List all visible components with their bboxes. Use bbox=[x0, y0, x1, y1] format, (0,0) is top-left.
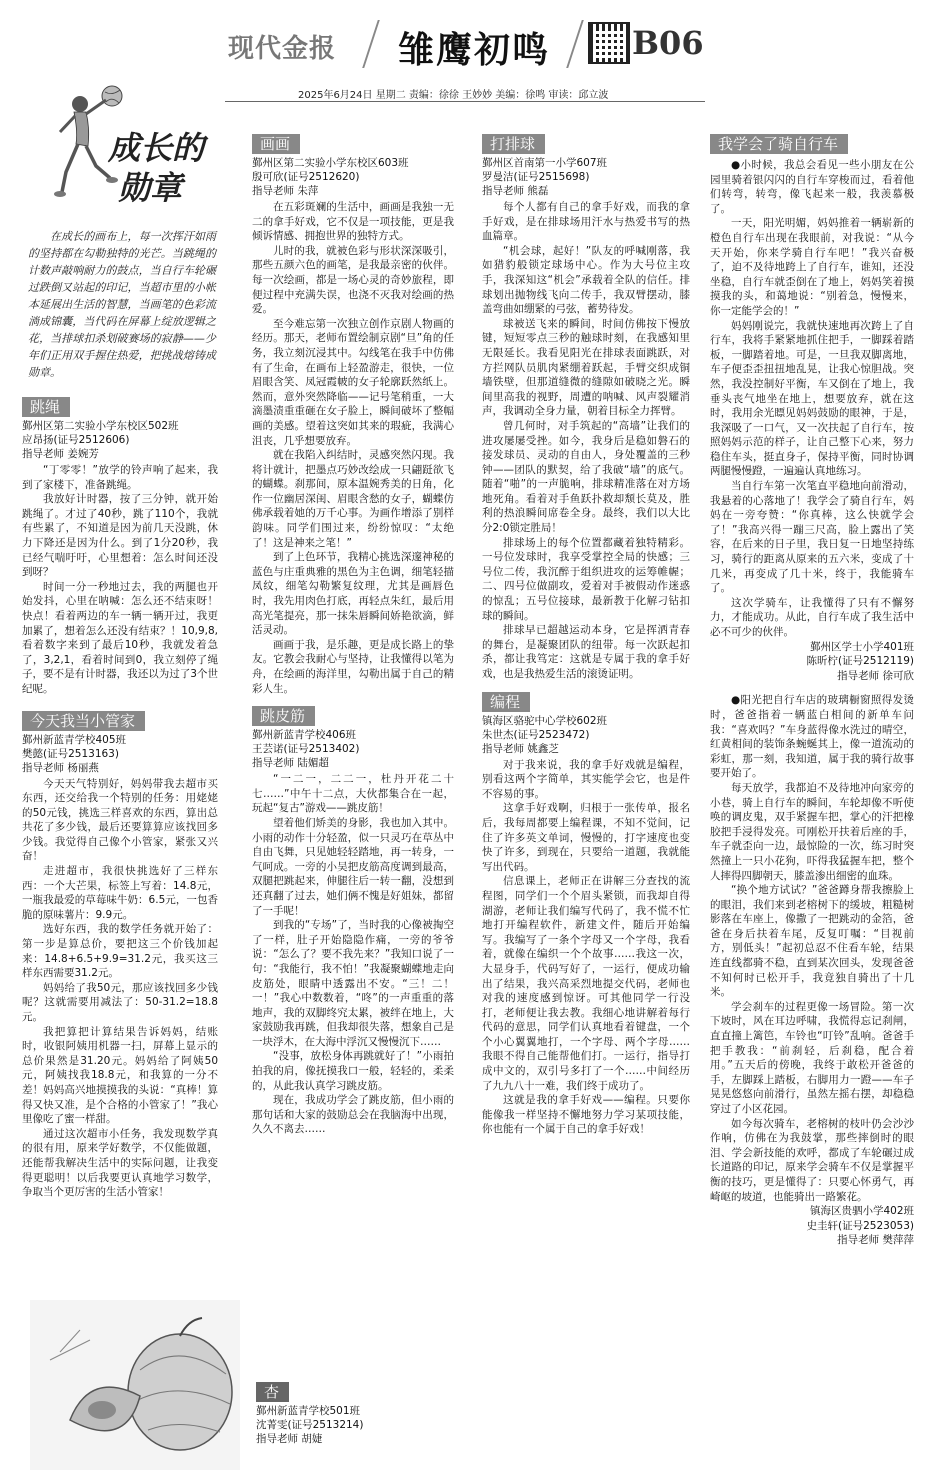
paragraph: “一二一，二二一，杜丹开花二十七……”中午十二点，大伙都集合在一起，玩起“复古”游戏——跳皮筋！ bbox=[252, 773, 454, 815]
divider bbox=[362, 20, 380, 68]
paragraph: 信息课上，老师正在讲解三分查找的流程图，同学们一个个眉头紧锁，而我却自得湖游，老师让我们编写代码了，我不慌不忙地打开编程软件，新建文件，随后开始编写。我编写了一条个字母又一个字母，我看着，就像在编织一个个故事……我这一次，大显身手，代码写好了，一运行，便成功输出了结果，我兴高采烈地提交代码，老师也对我的速度感到惊讶。可其他同学一行没打，老师便让我去教。我细心地讲解着每行代码的意思，同学们认真地看着键盘，一个个小心翼翼地打，一个字母、两个字母……我眼不得自己能帮他们打。一运行，指导打成中文的，双引号多打了一个……中间经历了九九八十一难，我们终于成功了。 bbox=[482, 875, 690, 1092]
header-rule bbox=[225, 101, 705, 102]
article-school: 镇海区骆驼中心学校602班 bbox=[482, 714, 608, 727]
article-author: 沈菁雯(证号2513214) bbox=[256, 1419, 364, 1431]
article-author: 应昂扬(证号2512606) bbox=[22, 434, 130, 446]
paragraph: 排球场上的每个位置都藏着独特精彩。一号位发球时，我享受掌控全局的快感；三号位二传，我沉醉于组织进攻的运筹帷幄；二、四号位做副攻，爱着对手被假动作迷惑的惊乱；五号位接球，最新教于化解刁钻扣球的瞬间。 bbox=[482, 536, 690, 622]
paragraph: ●小时候，我总会看见一些小朋友在公园里骑着银闪闪的自行车穿梭而过，看着他们转弯，转弯，像飞起来一般，我羡慕极了。 bbox=[710, 159, 914, 215]
paragraph: 这拿手好戏啊，归根于一张传单，报名后，我每周都要上编程课，不知不觉间，记住了许多英文单词，慢慢的，打字速度也变快了许多，到现在，只要给一道题，我就能写出代码。 bbox=[482, 802, 690, 873]
artwork-caption bbox=[256, 1378, 456, 1446]
article-teacher: 指导老师 胡婕 bbox=[256, 1433, 323, 1445]
paragraph: 今天天气特别好，妈妈带我去超市买东西，还交给我一个特别的任务：用姥姥的50元钱，挑选三样喜欢的东西，算出总共花了多少钱，最后还要算算应该找回多少钱。我觉得自己像个小管家，紧张又兴奋！ bbox=[22, 777, 218, 863]
article-title: 跳皮筋 bbox=[252, 706, 315, 726]
column-1 bbox=[22, 393, 218, 1200]
paragraph: 球被送飞来的瞬间，时间仿佛按下慢放键，短短零点三秒的触球时刻，在我感知里无限延长。我看见阳光在排球表面跳跃，对方拦网队员肌肉紧绷着跃起，手臂交织成铜墙铁壁，但那道缝微的缝隙如破晓之光。瞬间里高我的视野，周遭的呐喊、风声裂耀消声，我调动全身力量，朝着目标全力挥臂。 bbox=[482, 317, 690, 418]
paragraph: 对于我来说，我的拿手好戏就是编程，别看这两个字简单，其实能学会它，也是件不容易的事。 bbox=[482, 758, 690, 800]
article-body bbox=[482, 758, 690, 1137]
paragraph: 我放好计时器，按了三分钟，就开始跳绳了。才过了40秒，跳了110个，我就有些累了，不知道是因为前几天没跳，休力下降还是因为什么。到了1分20秒，我已经气喘吁吁，心里想着：怎么时间还没到呀？ bbox=[22, 493, 218, 579]
paragraph: 妈妈给了我50元，那应该找回多少钱呢？这就需要用减法了：50-31.2=18.8元。 bbox=[22, 981, 218, 1023]
paragraph: 当自行车第一次笔直平稳地向前滑动，我悬着的心落地了！我学会了骑自行车，妈妈在一旁夸赞：“你真棒，这么快就学会了！”我高兴得一蹦三尺高，脸上露出了笑容，在后来的日子里，我日复一日地坚持练习，骑行的距离从原来的五六米，变成了十几米，再变成了几十米，终于，我能骑车了。 bbox=[710, 480, 914, 595]
article-teacher: 指导老师 樊萍萍 bbox=[837, 1234, 914, 1247]
paragraph: 曾几何时，对手筑起的“高墙”让我们的进攻屡屡受挫。如今，我身后是稳如磐石的接发球员、灵动的自由人，身处覆盖的三秒钟——团队的默契，给了我破“墙”的底气。随着“啪”的一声脆响，排球精准落在对方场地死角。看着对手鱼跃扑救却颓长莫及，胜利的热浪瞬间席卷全身。最终，我们以大比分2:0锁定胜局！ bbox=[482, 419, 690, 535]
article-school: 鄞州新蓝青学校501班 bbox=[256, 1405, 361, 1417]
paragraph: 每个人都有自己的拿手好戏，而我的拿手好戏，是在排球场用汗水与热爱书写的热血篇章。 bbox=[482, 201, 690, 243]
paragraph: 这次学骑车，让我懂得了只有不懈努力，才能成功。从此，自行车成了我生活中必不可少的伙伴。 bbox=[710, 596, 914, 638]
article-teacher: 指导老师 杨丽燕 bbox=[22, 761, 99, 774]
qr-code-icon bbox=[588, 22, 630, 64]
paragraph: 一天，阳光明媚，妈妈推着一辆崭新的橙色自行车出现在我眼前，对我说：“从今天开始，你来学骑自行车吧！”我兴奋极了，迫不及待地跨上了自行车，谁知，还没坐稳，自行车就歪倒在了地上，妈妈笑着摸摸我的头，和蔼地说：“别着急，慢慢来，你一定能学会的！” bbox=[710, 217, 914, 317]
article-author: 樊懿(证号2513163) bbox=[22, 747, 119, 760]
article-teacher: 指导老师 姚鑫芝 bbox=[482, 742, 559, 755]
column-4 bbox=[710, 130, 914, 1248]
article-title: 今天我当小管家 bbox=[22, 711, 145, 731]
section-title: 雏鹰初鸣 bbox=[398, 29, 551, 71]
article-teacher: 指导老师 熊磊 bbox=[482, 185, 549, 197]
article-body bbox=[252, 200, 454, 696]
article-title: 杏 bbox=[256, 1382, 289, 1402]
paragraph: 这就是我的拿手好戏——编程。只要你能像我一样坚持不懈地努力学习某项技能，你也能有一个属于自己的拿手好戏！ bbox=[482, 1094, 690, 1136]
paragraph: “机会球，起好！”队友的呼喊刚落，我如猎豹般锁定球场中心。作为大号位主攻手，我深知这“机会”承载着全队的信任。排球划出抛物线飞向二传手，我双臂摆动，膝盖弯曲如绷紧的弓弦，蓄势待发。 bbox=[482, 244, 690, 316]
paragraph: “换个地方试试？”爸爸蹲身帮我擦脸上的眼泪，我们来到老榕树下的缓坡，粗糙树影落在车座上，像撒了一把跳动的金箔，爸爸在身后扶着车尾，反复叮嘱：“目视前方，别低头！”起初总忍不住看车轮，结果连直线都骑不稳，直到某次回头，发现爸爸不知何时已松开手，我竟独自骑出了十几米。 bbox=[710, 884, 914, 999]
dateline: 2025年6月24日 星期二 责编：徐徐 王妙妙 美编：徐鸣 审读：邱立波 bbox=[298, 90, 609, 101]
article-school: 鄞州区学士小学401班 bbox=[809, 640, 914, 653]
feature-intro: 在成长的画布上，每一次挥汗如雨的坚持都在勾勒独特的光芒。当跳绳的计数声敲响耐力的鼓点，当自行车轮碾过跌倒又站起的印记，当超市里的小帐本延展出生活的智慧，当画笔的色彩流淌成锦囊，当代码在屏幕上绽放逻辑之花，当排球扣杀划破赛场的寂静——少年们正用双手握住热爱，把挑战熔铸成勋章。 bbox=[28, 230, 216, 379]
article-teacher: 指导老师 徐可欣 bbox=[837, 669, 914, 682]
article-body bbox=[710, 693, 914, 1204]
article-school: 鄞州区第二实验小学东校区603班 bbox=[252, 157, 409, 169]
article-title: 编程 bbox=[482, 692, 530, 712]
paragraph: 妈妈刚说完，我就快速地再次跨上了自行车，我将手紧紧地抓住把手，一脚踩着踏板，一脚踏着地。可是，一旦我双脚离地，车子便歪歪扭扭地乱晃，让我心惊胆战。突然，我没控制好平衡，车又倒在了地上，我垂头丧气地坐在地上，想要放弃，就在这时，我用余光瞟见妈妈鼓励的眼神，于是，我深吸了一口气，又一次扶起了自行车，按照妈妈示范的样子，让自己整下心来，努力稳住车头，挺直身子，保持平衡，同时协调两腿慢慢蹬，一遍遍认真地练习。 bbox=[710, 319, 914, 478]
apricot-sketch-artwork bbox=[30, 1300, 240, 1470]
feature-title bbox=[108, 128, 204, 208]
article-body bbox=[252, 772, 454, 1137]
divider bbox=[566, 20, 584, 68]
article-teacher: 指导老师 姜婉芳 bbox=[22, 448, 99, 460]
paragraph: 画画于我，是乐趣，更是成长路上的挚友。它教会我耐心与坚持，让我懂得以笔为舟，在绘画的海洋里，勾勒出属于自己的精彩人生。 bbox=[252, 638, 454, 695]
paragraph: 到我的“专场”了，当时我的心像被掏空了一样，肚子开始隐隐作痛，一旁的爷爷说：“怎么了？要不我先来？”我知口说了一句：“我能行，我不怕！”我凝聚蝴蝶地走向皮筋处，眼睛中透露出不安。“三！二！一！”我心中数数着，“咚”的一声重重的落地声，我的双脚终究太累，被绊在地上，大家鼓励我再跳，但我却很失落，想象自己是一块浮木，在大海中浮沉又慢慢沉下…… bbox=[252, 919, 454, 1048]
paragraph: 现在，我成功学会了跳皮筋，但小雨的那句话和大家的鼓励总会在我脑海中出现，久久不离去…… bbox=[252, 1094, 454, 1136]
paragraph: 排球早已超越运动本身，它是挥洒青春的舞台，是凝聚团队的纽带。每一次跃起扣杀，都让我笃定：这就是专属于我的拿手好戏，也是我热爱生活的滚烫证明。 bbox=[482, 624, 690, 680]
article-title: 跳绳 bbox=[22, 397, 70, 417]
paragraph: 每天放学，我都迫不及待地冲向家旁的小巷，骑上自行车的瞬间，车轮却像不听使唤的调皮鬼，双手紧握车把，掌心的汗把橡胶把手浸得发亮。可刚松开扶着后座的手，车子就歪向一边，最惊险的一次，练习时突然撞上一只小花狗，吓得我猛握车把，整个人摔得四脚朝天，膝盖渗出细密的血珠。 bbox=[710, 781, 914, 882]
article-title: 画画 bbox=[252, 134, 300, 154]
paragraph: 选好东西，我的数学任务就开始了：第一步是算总价，要把这三个价钱加起来：14.8+6.5+9.9=31.2元，我买这三样东西需要31.2元。 bbox=[22, 923, 218, 980]
paragraph: 至今难忘第一次独立创作京剧人物画的经历。那天，老师布置绘制京剧“旦”角的任务，我立刻沉浸其中。勾线笔在我手中仿佛有了生命，在画布上轻盈游走，很快，一位眉眼含笑、凤冠霞帔的女子轮廓跃然纸上。然而，意外突然降临——记号笔稍重，一大滴墨渍重重砸在女子脸上，瞬间破坏了整幅画的美感。望着这突如其来的瑕疵，我满心沮丧，几乎想要放弃。 bbox=[252, 317, 454, 447]
feature-title-line2: 勋章 bbox=[118, 169, 183, 207]
paragraph: 如今每次骑车，老榕树的枝叶仍会沙沙作响，仿佛在为我鼓掌，那些摔倒时的眼泪、学会新技能的欢呼，都成了车轮碾过成长道路的印记，原来学会骑车不仅是掌握平衡的技巧，更是懂得了：只要心怀勇气，再崎岖的坡道，也能骑出一路繁花。 bbox=[710, 1117, 914, 1203]
page-number: B06 bbox=[632, 24, 704, 62]
article-body bbox=[22, 463, 218, 697]
paragraph: 通过这次超市小任务，我发现数学真的很有用，原来学好数学，不仅能做题，还能帮我解决生活中的实际问题，让我变得更聪明！以后我要更认真地学习数学，争取当个更厉害的生活小管家！ bbox=[22, 1127, 218, 1199]
masthead bbox=[0, 0, 934, 84]
paragraph: 就在我陷入纠结时，灵感突然闪现。我将计就计，把墨点巧妙改绘成一只翩跹欲飞的蝴蝶。刹那间，原本温婉秀美的日角，化作一位幽居深闺、眉眼含愁的女子，蝴蝶仿佛承载着她的万千心事。为画作增添了别样韵味。同学们围过来，纷纷惊叹：“太绝了！这是神来之笔！” bbox=[252, 449, 454, 549]
article-teacher: 指导老师 朱萍 bbox=[252, 185, 319, 197]
paragraph: “丁零零！”放学的铃声响了起来，我到了家楼下，准备跳绳。 bbox=[22, 464, 218, 491]
article-author: 王芸诺(证号2513402) bbox=[252, 743, 360, 756]
paragraph: 到了上色环节，我精心挑选深邃神秘的蓝色与庄重典雅的黑色为主色调，细笔轻描凤纹，细笔勾勒繁复纹理，尤其是画唇色时，我先用肉色打底，再轻点朱红，最后用高光笔提亮，那一抹朱唇瞬间娇艳欲滴，鲜活灵动。 bbox=[252, 551, 454, 637]
article-school: 镇海区贵驷小学402班 bbox=[809, 1205, 914, 1218]
article-teacher: 指导老师 陆媚超 bbox=[252, 757, 329, 770]
article-school: 鄞州新蓝青学校405班 bbox=[22, 733, 127, 746]
article-body bbox=[710, 158, 914, 640]
column-3 bbox=[482, 130, 690, 1137]
article-school: 鄞州区首南第一小学607班 bbox=[482, 157, 608, 169]
paragraph: 学会刹车的过程更像一场冒险。第一次下坡时，风在耳边呼啸，我慌得忘记刹闸，直直撞上篱笆，车铃也“叮铃”乱响。爸爸手把手教我：“前刹轻，后刹稳，配合着用。”五天后的傍晚，我终于敢松开爸爸的手，左脚踩上踏板，右脚用力一蹬——车子晃晃悠悠向前滑行，虽然左摇右摆，却稳稳穿过了小区花园。 bbox=[710, 1000, 914, 1115]
article-author: 朱世杰(证号2523472) bbox=[482, 728, 590, 741]
paragraph: 望着他们矫美的身影，我也加入其中。小雨的动作十分轻盈，似一只灵巧在草丛中自由飞舞，只见她轻轻踏地，再一转身，一气呵成。一旁的小吴把皮筋高度调到最高，双腿把跳起来，伸腿往后一转一翻，没想到还真翻了过去，她们俩不愧是好姐妹，都留了一手呢！ bbox=[252, 816, 454, 917]
paragraph: 走进超市，我很快挑选好了三样东西：一个大芒果，标签上写着：14.8元，一瓶我最爱的草莓味牛奶：6.5元，一包香脆的原味薯片：9.9元。 bbox=[22, 865, 218, 921]
article-author: 陈昕柠(证号2512119) bbox=[806, 655, 914, 668]
paragraph: 儿时的我，就被色彩与形状深深吸引，那些五颜六色的画笔，是我最亲密的伙伴。每一次绘画，都是一场心灵的奇妙旅程，即便过程中充满失误，也浇不灭我对绘画的热爱。 bbox=[252, 244, 454, 316]
article-body bbox=[482, 200, 690, 682]
paragraph: “没事，放松身体再跳就好了！”小雨拍拍我的肩，像抚摸我口一般，轻轻的，柔柔的，从此我认真学习跳皮筋。 bbox=[252, 1050, 454, 1092]
article-title: 我学会了骑自行车 bbox=[710, 134, 848, 154]
article-school: 鄞州区第二实验小学东校区502班 bbox=[22, 420, 179, 432]
paragraph: 时间一分一秒地过去，我的两腿也开始发抖，心里在呐喊：怎么还不结束呀！快点！看着两边的车一辆一辆开过，我更加累了，想着怎么还没有结束？！10,9,8,看着数字来到了最后10秒，我就发着急了，3,2,1，看着时间到0，我立刻停了绳子，要不是有计时器，我还以为过了3个世纪呢。 bbox=[22, 580, 218, 695]
article-author: 罗曼洁(证号2515698) bbox=[482, 171, 590, 183]
paragraph: ●阳光把自行车店的玻璃橱窗照得发烫时，爸爸指着一辆蓝白相间的新单车问我：“喜欢吗？”车身蓝得像水洗过的晴空，红黄相间的装饰条蜿蜒其上，像一道流动的彩虹，那一刻，我知道，属于我的骑行故事要开始了。 bbox=[710, 694, 914, 780]
newspaper-name: 现代金报 bbox=[228, 34, 337, 64]
article-body bbox=[22, 777, 218, 1200]
article-school: 鄞州新蓝青学校406班 bbox=[252, 729, 357, 742]
paragraph: 我把算把计算结果告诉妈妈，结账时，收银阿姨用机器一扫，屏幕上显示的总价果然是31.20元。妈妈给了阿姨50元，阿姨找我18.8元，和我算的一分不差！妈妈高兴地摸摸我的头说：“真棒！算得又快又准，是个合格的小管家了！”我心里像吃了蜜一样甜。 bbox=[22, 1025, 218, 1126]
article-author: 史圭轩(证号2523053) bbox=[806, 1219, 914, 1232]
column-2 bbox=[252, 130, 454, 1137]
article-title: 打排球 bbox=[482, 134, 545, 154]
paragraph: 在五彩斑斓的生活中，画画是我独一无二的拿手好戏，它不仅是一项技能，更是我倾诉情感、拥抱世界的独特方式。 bbox=[252, 201, 454, 243]
feature-title-line1: 成长的 bbox=[108, 129, 205, 167]
article-author: 殷可欣(证号2512620) bbox=[252, 171, 360, 183]
